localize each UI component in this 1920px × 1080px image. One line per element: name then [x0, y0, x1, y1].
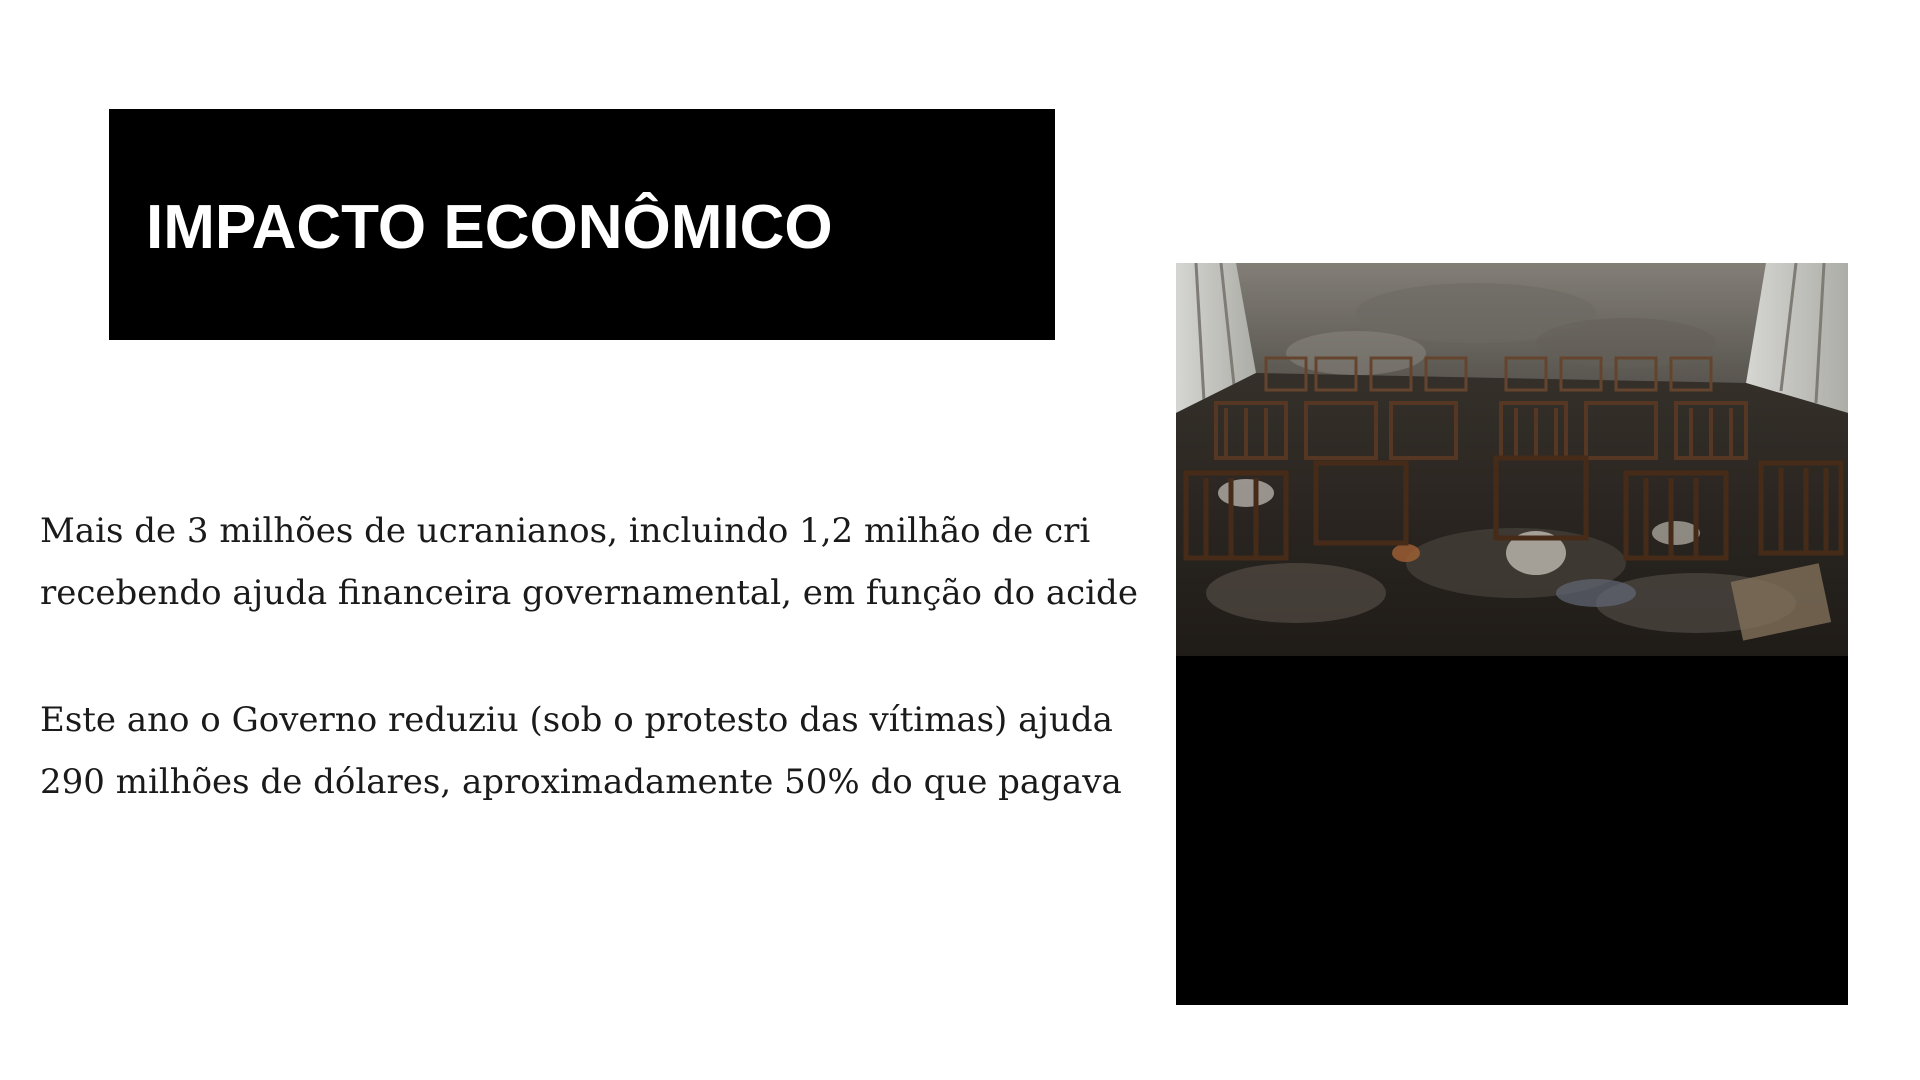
title-box	[109, 109, 1055, 340]
paragraph-2-line-1: Este ano o Governo reduziu (sob o protesto das vítimas) ajuda	[40, 700, 1113, 740]
image-panel	[1176, 263, 1848, 1005]
paragraph-2	[40, 689, 1138, 813]
abandoned-room-photo	[1176, 263, 1848, 656]
paragraph-1-line-2: recebendo ajuda financeira governamental, em função do acide	[40, 573, 1138, 613]
slide-title: IMPACTO ECONÔMICO	[146, 193, 833, 262]
body-text	[40, 500, 1138, 830]
paragraph-1	[40, 500, 1138, 624]
paragraph-2-line-2: 290 milhões de dólares, aproximadamente 50% do que pagava	[40, 762, 1122, 802]
paragraph-1-line-1: Mais de 3 milhões de ucranianos, incluindo 1,2 milhão de cri	[40, 511, 1091, 551]
